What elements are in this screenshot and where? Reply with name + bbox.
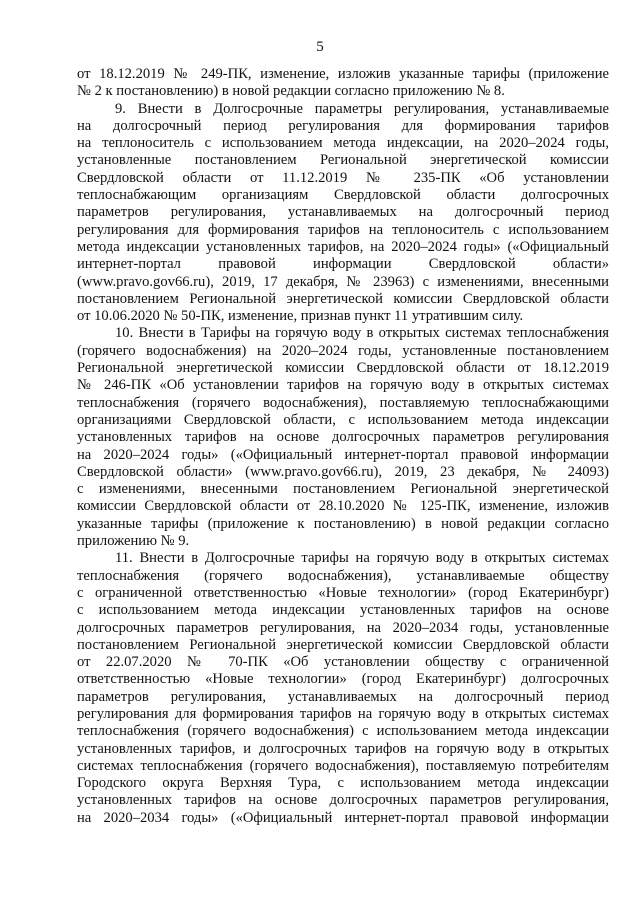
- text-line: теплоснабжающим организациям Свердловской области долгосрочных: [77, 187, 609, 204]
- text-line: № 2 к постановлению) в новой редакции согласно приложению № 8.: [77, 83, 505, 100]
- text-line: на 2020–2024 годы» («Официальный интернет-портал правовой информации: [77, 446, 609, 463]
- text-line: Городского округа Верхняя Тура, с использованием метода индексации: [77, 775, 609, 792]
- text-line: постановлением Региональной энергетической комиссии Свердловской области: [77, 290, 609, 307]
- text-line: с ограниченной ответственностью «Новые технологии» (город Екатеринбург): [77, 584, 609, 601]
- text-line: установленные постановлением Региональной энергетической комиссии: [77, 152, 609, 169]
- text-line: 9. Внести в Долгосрочные параметры регулирования, устанавливаемые: [115, 100, 609, 117]
- text-line: с изменениями, внесенными постановлением Региональной энергетической: [77, 481, 609, 498]
- text-line: (www.pravo.gov66.ru), 2019, 17 декабря, № 23963) с изменениями, внесенными: [77, 273, 609, 290]
- text-line: системах теплоснабжения (горячего водоснабжения), поставляемую потребителям: [77, 757, 609, 774]
- text-line: организациями Свердловской области, с использованием метода индексации: [77, 411, 609, 428]
- text-line: теплоснабжения (горячего водоснабжения), устанавливаемые обществу: [77, 567, 609, 584]
- text-line: Свердловской области» (www.pravo.gov66.ru), 2019, 23 декабря, № 24093): [77, 463, 609, 480]
- text-line: регулирования для формирования тарифов на теплоноситель с использованием: [77, 221, 609, 238]
- text-line: регулирования для формирования тарифов на горячую воду в открытых системах: [77, 705, 609, 722]
- text-line: установленных тарифов, и долгосрочных тарифов на горячую воду в открытых: [77, 740, 609, 757]
- text-line: от 18.12.2019 № 249-ПК, изменение, изложив указанные тарифы (приложение: [77, 66, 609, 82]
- page-number: 5: [316, 39, 324, 55]
- text-line: параметров регулирования, устанавливаемых на долгосрочный период: [77, 204, 609, 221]
- text-line: установленных тарифов на основе долгосрочных параметров регулирования: [77, 429, 609, 446]
- text-line: 10. Внести в Тарифы на горячую воду в открытых системах теплоснабжения: [115, 325, 609, 342]
- text-line: Региональной энергетической комиссии Свердловской области от 18.12.2019: [77, 360, 609, 377]
- text-line: на 2020–2034 годы» («Официальный интернет-портал правовой информации: [77, 809, 609, 826]
- text-line: параметров регулирования, устанавливаемых на долгосрочный период: [77, 688, 609, 705]
- text-line: № 246-ПК «Об установлении тарифов на горячую воду в открытых системах: [77, 377, 609, 394]
- body-text: [77, 66, 609, 827]
- text-line: на долгосрочный период регулирования для формирования тарифов: [77, 117, 609, 134]
- text-line: Свердловской области от 11.12.2019 № 235-ПК «Об установлении: [77, 169, 609, 186]
- text-line: на теплоноситель с использованием метода индексации, на 2020–2024 годы,: [77, 135, 609, 152]
- text-line: указанные тарифы (приложение к постановлению) в новой редакции согласно: [77, 515, 609, 532]
- text-line: приложению № 9.: [77, 533, 190, 550]
- text-line: от 22.07.2020 № 70-ПК «Об установлении обществу с ограниченной: [77, 654, 609, 671]
- text-line: интернет-портал правовой информации Свердловской области»: [77, 256, 609, 273]
- text-line: метода индексации установленных тарифов, на 2020–2024 годы» («Официальный: [77, 238, 609, 255]
- text-line: теплоснабжения (горячего водоснабжения) с использованием метода индексации: [77, 723, 609, 740]
- text-line: долгосрочных параметров регулирования, на 2020–2034 годы, установленные: [77, 619, 609, 636]
- text-line: 11. Внести в Долгосрочные тарифы на горячую воду в открытых системах: [115, 550, 609, 567]
- text-line: теплоснабжения (горячего водоснабжения), поставляемую теплоснабжающими: [77, 394, 609, 411]
- text-line: установленных тарифов на основе долгосрочных параметров регулирования,: [77, 792, 609, 809]
- text-line: ответственностью «Новые технологии» (город Екатеринбург) долгосрочных: [77, 671, 609, 688]
- text-line: (горячего водоснабжения) на 2020–2024 годы, установленные постановлением: [77, 342, 609, 359]
- text-line: с использованием метода индексации установленных тарифов на основе: [77, 602, 609, 619]
- text-line: постановлением Региональной энергетической комиссии Свердловской области: [77, 636, 609, 653]
- text-line: комиссии Свердловской области от 28.10.2020 № 125-ПК, изменение, изложив: [77, 498, 609, 515]
- text-line: от 10.06.2020 № 50-ПК, изменение, признав пункт 11 утратившим силу.: [77, 308, 524, 325]
